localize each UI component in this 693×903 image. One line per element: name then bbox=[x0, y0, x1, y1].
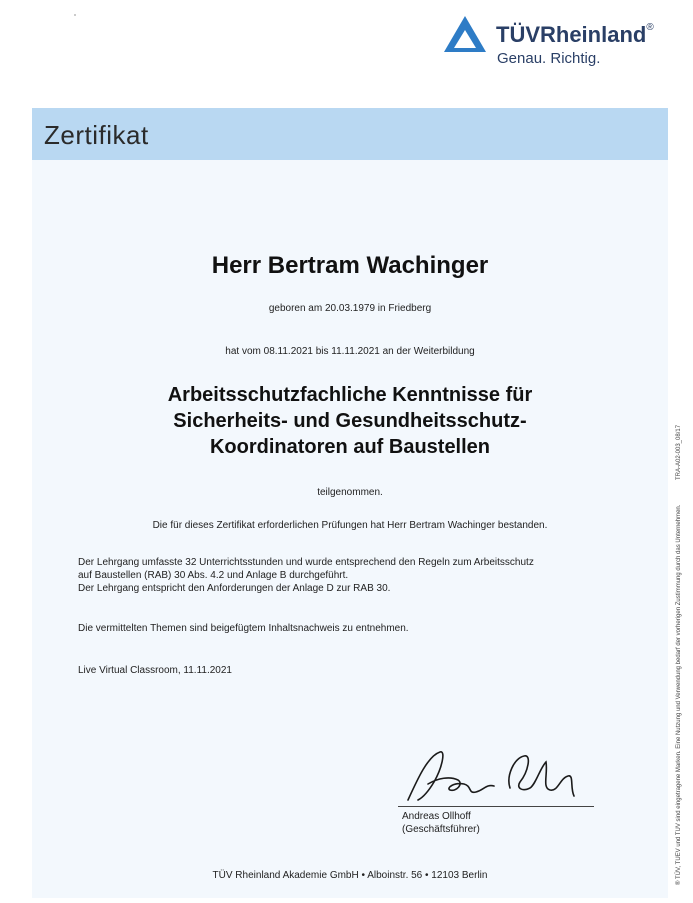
course-title-line: Koordinatoren auf Baustellen bbox=[209, 436, 491, 458]
logo-tagline: Genau. Richtig. bbox=[497, 50, 601, 67]
passed-text: Die für dieses Zertifikat erforderlichen Prüfungen hat Herr Bertram Wachinger bestanden. bbox=[152, 520, 548, 531]
logo-brand: TÜVRheinland® bbox=[496, 22, 654, 47]
course-details-line: Der Lehrgang umfasste 32 Unterrichtsstunden und wurde entsprechend den Regeln zum Arbeitsschutz bbox=[78, 557, 534, 568]
course-details-line: auf Baustellen (RAB) 30 Abs. 4.2 und Anlage B durchgeführt. bbox=[78, 570, 349, 581]
birth-info: geboren am 20.03.1979 in Friedberg bbox=[268, 303, 432, 314]
recipient-name: Herr Bertram Wachinger bbox=[211, 252, 489, 279]
footer-address: TÜV Rheinland Akademie GmbH • Alboinstr. 56 • 12103 Berlin bbox=[212, 870, 488, 881]
completed-text: teilgenommen. bbox=[317, 487, 383, 498]
scan-dot bbox=[74, 14, 76, 16]
registered-mark: ® bbox=[646, 22, 654, 33]
form-code: TRA-A02-003_08/17 bbox=[676, 424, 682, 480]
trademark-notice: ® TÜV, TUEV und TUV sind eingetragene Marken. Eine Nutzung und Verwendung bedarf der vorherigen Zustimmung durch das Unternehmen. bbox=[676, 504, 682, 885]
attendance-info: hat vom 08.11.2021 bis 11.11.2021 an der Weiterbildung bbox=[225, 346, 475, 357]
signer-role: (Geschäftsführer) bbox=[402, 824, 480, 835]
tuv-logo bbox=[442, 14, 672, 74]
place-date: Live Virtual Classroom, 11.11.2021 bbox=[78, 665, 232, 676]
course-details-line: Der Lehrgang entspricht den Anforderungen der Anlage D zur RAB 30. bbox=[78, 583, 391, 594]
signature-line bbox=[398, 806, 594, 807]
course-title-line: Arbeitsschutzfachliche Kenntnisse für bbox=[167, 384, 533, 406]
handwritten-signature bbox=[398, 748, 588, 808]
signer-block bbox=[402, 810, 480, 836]
signer-name: Andreas Ollhoff bbox=[402, 811, 471, 822]
course-details bbox=[78, 556, 618, 595]
course-title bbox=[40, 382, 660, 460]
certificate-title: Zertifikat bbox=[44, 120, 149, 150]
course-title-line: Sicherheits- und Gesundheitsschutz- bbox=[173, 410, 527, 432]
tuv-triangle-icon bbox=[442, 14, 488, 56]
topics-note: Die vermittelten Themen sind beigefügtem Inhaltsnachweis zu entnehmen. bbox=[78, 623, 409, 634]
